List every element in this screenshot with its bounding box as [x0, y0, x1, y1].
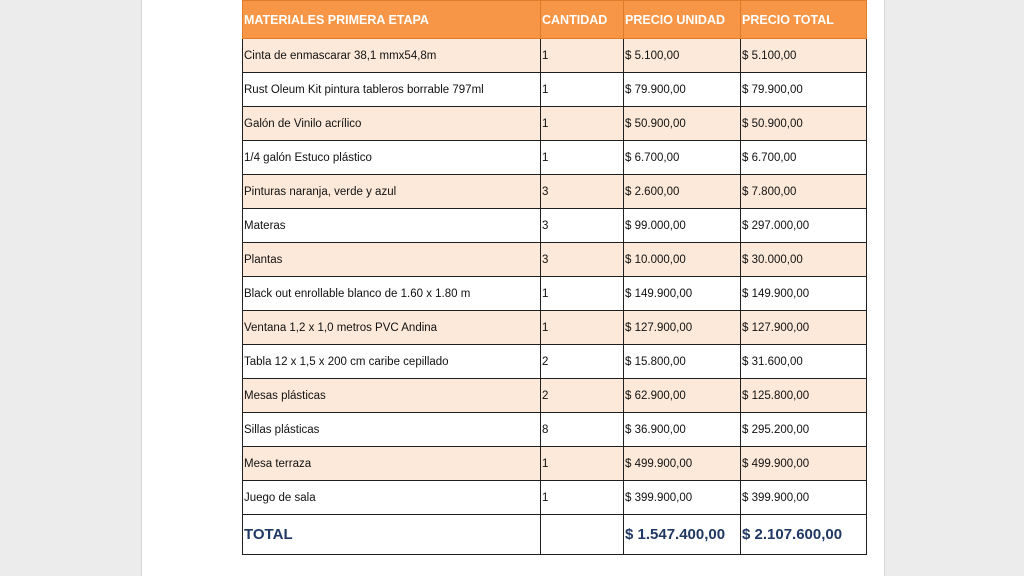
table-row	[243, 277, 867, 311]
cell-cantidad: 1	[541, 107, 624, 141]
table-header-row	[243, 1, 867, 39]
cell-cantidad: 1	[541, 311, 624, 345]
cell-material: Rust Oleum Kit pintura tableros borrable 797ml	[243, 73, 541, 107]
table-row	[243, 175, 867, 209]
total-row	[243, 515, 867, 555]
table-row	[243, 345, 867, 379]
cell-precio-unidad: $ 15.800,00	[624, 345, 741, 379]
cell-cantidad: 1	[541, 141, 624, 175]
table-row	[243, 209, 867, 243]
cell-precio-total: $ 127.900,00	[741, 311, 867, 345]
cell-material: Plantas	[243, 243, 541, 277]
cell-material: Mesas plásticas	[243, 379, 541, 413]
cell-precio-unidad: $ 36.900,00	[624, 413, 741, 447]
cell-material: Black out enrollable blanco de 1.60 x 1.80 m	[243, 277, 541, 311]
cell-precio-unidad: $ 149.900,00	[624, 277, 741, 311]
cell-material: Pinturas naranja, verde y azul	[243, 175, 541, 209]
cell-material: Materas	[243, 209, 541, 243]
table-row	[243, 107, 867, 141]
cell-cantidad: 3	[541, 175, 624, 209]
total-precio-unidad: $ 1.547.400,00	[624, 515, 741, 555]
table-row	[243, 447, 867, 481]
cell-precio-total: $ 295.200,00	[741, 413, 867, 447]
header-cantidad: CANTIDAD	[541, 1, 624, 39]
cell-precio-unidad: $ 5.100,00	[624, 39, 741, 73]
table-row	[243, 379, 867, 413]
header-precio-total: PRECIO TOTAL	[741, 1, 867, 39]
cell-precio-total: $ 79.900,00	[741, 73, 867, 107]
cell-precio-unidad: $ 399.900,00	[624, 481, 741, 515]
cell-material: Cinta de enmascarar 38,1 mmx54,8m	[243, 39, 541, 73]
cell-cantidad: 2	[541, 379, 624, 413]
cell-precio-unidad: $ 79.900,00	[624, 73, 741, 107]
cell-precio-unidad: $ 50.900,00	[624, 107, 741, 141]
cell-precio-total: $ 50.900,00	[741, 107, 867, 141]
cell-material: Juego de sala	[243, 481, 541, 515]
cell-material: Mesa terraza	[243, 447, 541, 481]
cell-cantidad: 1	[541, 73, 624, 107]
cell-precio-total: $ 30.000,00	[741, 243, 867, 277]
cell-precio-total: $ 7.800,00	[741, 175, 867, 209]
table-row	[243, 243, 867, 277]
table-row	[243, 311, 867, 345]
table-row	[243, 413, 867, 447]
cell-material: Ventana 1,2 x 1,0 metros PVC Andina	[243, 311, 541, 345]
total-label: TOTAL	[243, 515, 541, 555]
cell-material: Tabla 12 x 1,5 x 200 cm caribe cepillado	[243, 345, 541, 379]
cell-material: Galón de Vinilo acrílico	[243, 107, 541, 141]
cell-cantidad: 1	[541, 481, 624, 515]
materials-table	[242, 0, 867, 555]
cell-cantidad: 1	[541, 39, 624, 73]
cell-precio-unidad: $ 6.700,00	[624, 141, 741, 175]
total-precio-total: $ 2.107.600,00	[741, 515, 867, 555]
cell-precio-total: $ 499.900,00	[741, 447, 867, 481]
cell-precio-unidad: $ 499.900,00	[624, 447, 741, 481]
cell-precio-total: $ 6.700,00	[741, 141, 867, 175]
table-row	[243, 141, 867, 175]
cell-precio-unidad: $ 2.600,00	[624, 175, 741, 209]
cell-precio-total: $ 5.100,00	[741, 39, 867, 73]
table-row	[243, 39, 867, 73]
cell-cantidad: 3	[541, 209, 624, 243]
cell-precio-unidad: $ 10.000,00	[624, 243, 741, 277]
cell-precio-total: $ 125.800,00	[741, 379, 867, 413]
cell-material: Sillas plásticas	[243, 413, 541, 447]
cell-precio-unidad: $ 127.900,00	[624, 311, 741, 345]
cell-precio-total: $ 399.900,00	[741, 481, 867, 515]
cell-precio-unidad: $ 62.900,00	[624, 379, 741, 413]
cell-cantidad: 1	[541, 277, 624, 311]
table-row	[243, 481, 867, 515]
cell-cantidad: 1	[541, 447, 624, 481]
cell-material: 1/4 galón Estuco plástico	[243, 141, 541, 175]
cell-precio-total: $ 149.900,00	[741, 277, 867, 311]
total-cantidad	[541, 515, 624, 555]
cell-cantidad: 8	[541, 413, 624, 447]
cell-precio-unidad: $ 99.000,00	[624, 209, 741, 243]
cell-precio-total: $ 297.000,00	[741, 209, 867, 243]
cell-cantidad: 3	[541, 243, 624, 277]
header-material: MATERIALES PRIMERA ETAPA	[243, 1, 541, 39]
header-precio-unidad: PRECIO UNIDAD	[624, 1, 741, 39]
table-row	[243, 73, 867, 107]
cell-cantidad: 2	[541, 345, 624, 379]
cell-precio-total: $ 31.600,00	[741, 345, 867, 379]
